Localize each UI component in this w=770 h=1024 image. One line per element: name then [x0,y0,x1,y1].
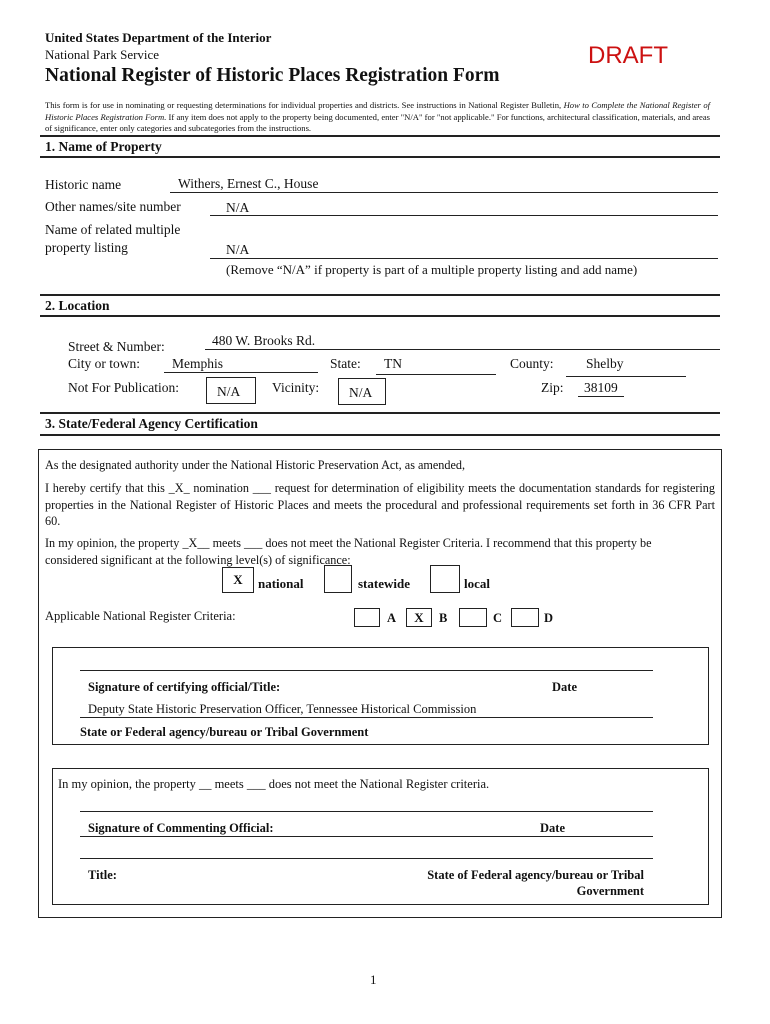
field-underline [164,372,318,373]
instructions-bulletin-title: How to Complete the National Register of Historic Places Registration Form. [45,100,711,122]
field-underline [80,717,653,718]
criteria-a-checkbox[interactable] [354,608,380,627]
level-national-label: national [258,576,304,591]
criteria-c-label: C [493,611,503,625]
criteria-d-checkbox[interactable] [511,608,539,627]
opinion-text [45,535,685,568]
vicinity-box[interactable] [338,378,386,405]
criteria-c-checkbox[interactable] [459,608,487,627]
section-divider [40,156,720,158]
official-title-value[interactable]: Deputy State Historic Preservation Officer, Tennessee Historical Commission [88,702,477,716]
city-label: City or town: [68,356,141,371]
service-name: National Park Service [45,47,160,62]
city-value[interactable]: Memphis [172,356,224,371]
street-label: Street & Number: [68,339,165,354]
criteria-label: Applicable National Register Criteria: [45,609,236,623]
historic-name-label: Historic name [45,177,122,192]
nfp-label: Not For Publication: [68,380,179,395]
field-underline [376,374,496,375]
title-line[interactable] [80,858,653,859]
instructions-text-continued: If any item does not apply to the property being documented, enter "N/A" for "not applicable." For functions, architectural classification, materials, and areas of significance, enter only categories and subcategories from the instructions. [45,111,710,134]
field-underline [566,376,686,377]
vicinity-value: N/A [349,385,373,400]
instructions-text: This form is for use in nominating or requesting determinations for individual properties and districts. See instructions in National Register Bulletin, [45,100,564,110]
level-statewide-label: statewide [358,576,410,591]
related-listing-value[interactable]: N/A [226,242,250,257]
opinion-text-start: In my opinion, the property [45,536,183,550]
section-divider [40,315,720,317]
section-divider [40,135,720,137]
signature-line[interactable] [80,811,653,812]
form-instructions [45,100,710,135]
draft-watermark: DRAFT [588,42,668,69]
other-names-value[interactable]: N/A [226,200,250,215]
signature-line[interactable] [80,670,653,671]
criteria-d-label: D [544,611,554,625]
field-underline [205,349,720,350]
comment-signature-label: Signature of Commenting Official: [88,821,274,835]
certify-text-start: I hereby certify that this [45,481,169,495]
comment-agency-label: State of Federal agency/bureau or Tribal [427,868,644,882]
section-divider [40,412,720,414]
form-title: National Register of Historic Places Registration Form [45,65,500,86]
level-local-label: local [464,576,490,591]
field-underline [210,215,718,216]
certify-text [45,480,715,530]
historic-name-value[interactable]: Withers, Ernest C., House [178,176,319,191]
meets-mark[interactable]: _X__ [182,536,210,550]
agency-label: State or Federal agency/bureau or Tribal Government [80,725,369,739]
related-listing-label-2: property listing [45,240,128,255]
county-value[interactable]: Shelby [586,356,624,371]
field-underline [578,396,624,397]
field-underline [170,192,718,193]
section3-heading: 3. State/Federal Agency Certification [45,416,258,431]
zip-value[interactable]: 38109 [584,380,618,395]
criteria-a-label: A [387,611,397,625]
section1-heading: 1. Name of Property [45,139,162,154]
state-label: State: [330,356,361,371]
level-local-checkbox[interactable] [430,565,460,593]
page-number: 1 [370,972,377,987]
authority-text: As the designated authority under the National Historic Preservation Act, as amended, [45,458,466,472]
level-statewide-checkbox[interactable] [324,565,352,593]
date-label: Date [552,680,577,694]
comment-agency-label-2: Government [576,884,644,898]
title-label: Title: [88,868,117,882]
section-divider [40,294,720,296]
signature-label: Signature of certifying official/Title: [88,680,281,694]
county-label: County: [510,356,554,371]
zip-label: Zip: [541,380,564,395]
nfp-value: N/A [217,384,241,399]
related-listing-note: (Remove “N/A” if property is part of a multiple property listing and add name) [226,262,638,277]
criteria-b-checkbox[interactable]: X [406,608,432,627]
section-divider [40,434,720,436]
other-names-label: Other names/site number [45,199,181,214]
certify-text-end: nomination ___ request for determination of eligibility meets the documentation standards for registering properties in the National Register of Historic Places and meets the procedural and professional requirements set forth in 36 CFR Part 60. [45,481,715,528]
section2-heading: 2. Location [45,298,110,313]
related-listing-label-1: Name of related multiple [45,222,181,237]
comment-date-label: Date [540,821,565,835]
vicinity-label: Vicinity: [272,380,320,395]
criteria-b-label: B [439,611,448,625]
comment-opinion-text: In my opinion, the property __ meets ___ does not meet the National Register criteria. [58,777,490,791]
field-underline [210,258,718,259]
field-underline [80,836,653,837]
street-value[interactable]: 480 W. Brooks Rd. [212,333,316,348]
opinion-text-end: meets ___ does not meet the National Register Criteria. I recommend that this property be considered significant at the following level(s) of significance: [45,536,652,567]
nomination-mark[interactable]: _X_ [168,481,190,495]
state-value[interactable]: TN [384,356,402,371]
level-national-checkbox[interactable]: X [222,567,254,593]
nfp-box[interactable] [206,377,256,404]
department-name: United States Department of the Interior [45,30,272,45]
